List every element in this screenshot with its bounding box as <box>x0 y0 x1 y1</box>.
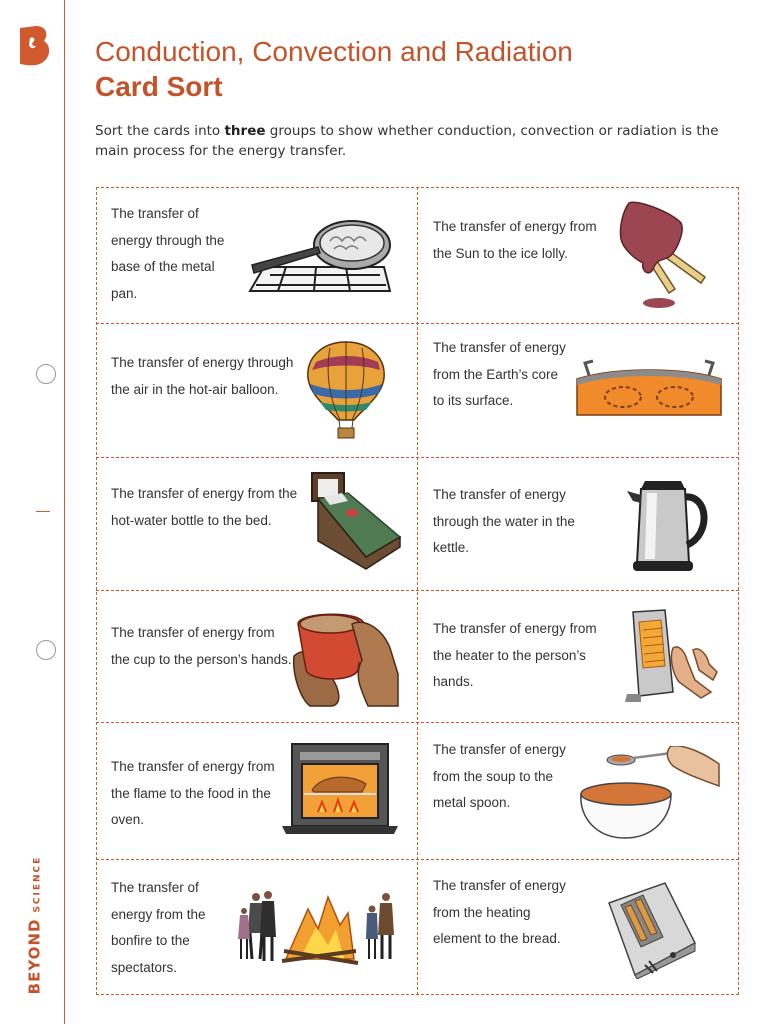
binder-hole <box>36 364 56 384</box>
brand-label <box>8 850 60 1000</box>
card[interactable] <box>96 859 417 995</box>
card-text: The transfer of energy from the cup to the person’s hands. <box>111 625 292 667</box>
brand-word-beyond: BEYOND <box>25 918 44 995</box>
page-subtitle: Card Sort <box>95 71 223 102</box>
soup-spoon-icon <box>575 746 723 842</box>
card-grid <box>96 187 739 995</box>
fold-mark <box>36 511 50 512</box>
card[interactable] <box>96 590 417 722</box>
card[interactable] <box>417 722 738 859</box>
toaster-icon <box>605 881 697 979</box>
page-title: Conduction, Convection and Radiation <box>95 36 573 67</box>
hands-cup-icon <box>292 608 400 708</box>
brand-word-science: SCIENCE <box>32 855 43 913</box>
card[interactable] <box>417 323 738 457</box>
margin-line <box>64 0 65 1024</box>
binder-hole <box>36 640 56 660</box>
card[interactable] <box>96 323 417 457</box>
card-text: The transfer of energy through the base of the metal pan. <box>111 206 225 301</box>
card[interactable] <box>417 859 738 995</box>
card[interactable] <box>96 187 417 323</box>
instructions <box>95 121 745 161</box>
card-text: The transfer of energy from the soup to the metal spoon. <box>433 742 566 810</box>
card-text: The transfer of energy from the heater to the person’s hands. <box>433 621 597 689</box>
card-text: The transfer of energy through the air in the hot-air balloon. <box>111 355 294 397</box>
card[interactable] <box>417 187 738 323</box>
bonfire-icon <box>236 889 402 965</box>
card[interactable] <box>417 457 738 590</box>
card[interactable] <box>417 590 738 722</box>
instructions-text-end: groups to show whether conduction, convection or radiation is the main process for the energy transfer. <box>95 123 719 159</box>
pan-on-stove-icon <box>246 217 394 297</box>
bed-icon <box>308 471 402 571</box>
instructions-text: Sort the cards into <box>95 123 225 139</box>
cut-line <box>738 187 739 995</box>
kettle-icon <box>625 475 711 573</box>
card[interactable] <box>96 457 417 590</box>
card-text: The transfer of energy through the water in the kettle. <box>433 487 575 555</box>
hot-air-balloon-icon <box>304 340 388 440</box>
card-text: The transfer of energy from the bonfire to the spectators. <box>111 880 206 975</box>
card-text: The transfer of energy from the hot-water bottle to the bed. <box>111 486 298 528</box>
beyond-logo-icon <box>16 24 52 68</box>
card-text: The transfer of energy from the Earth’s core to its surface. <box>433 340 566 408</box>
card-text: The transfer of energy from the flame to the food in the oven. <box>111 759 275 827</box>
card[interactable] <box>96 722 417 859</box>
melting-ice-lolly-icon <box>617 199 712 311</box>
instructions-emphasis: three <box>224 123 266 139</box>
card-text: The transfer of energy from the heating element to the bread. <box>433 878 566 946</box>
oven-icon <box>278 742 402 840</box>
heater-icon <box>621 608 721 708</box>
card-text: The transfer of energy from the Sun to the ice lolly. <box>433 219 597 261</box>
earth-mantle-icon <box>575 357 723 417</box>
